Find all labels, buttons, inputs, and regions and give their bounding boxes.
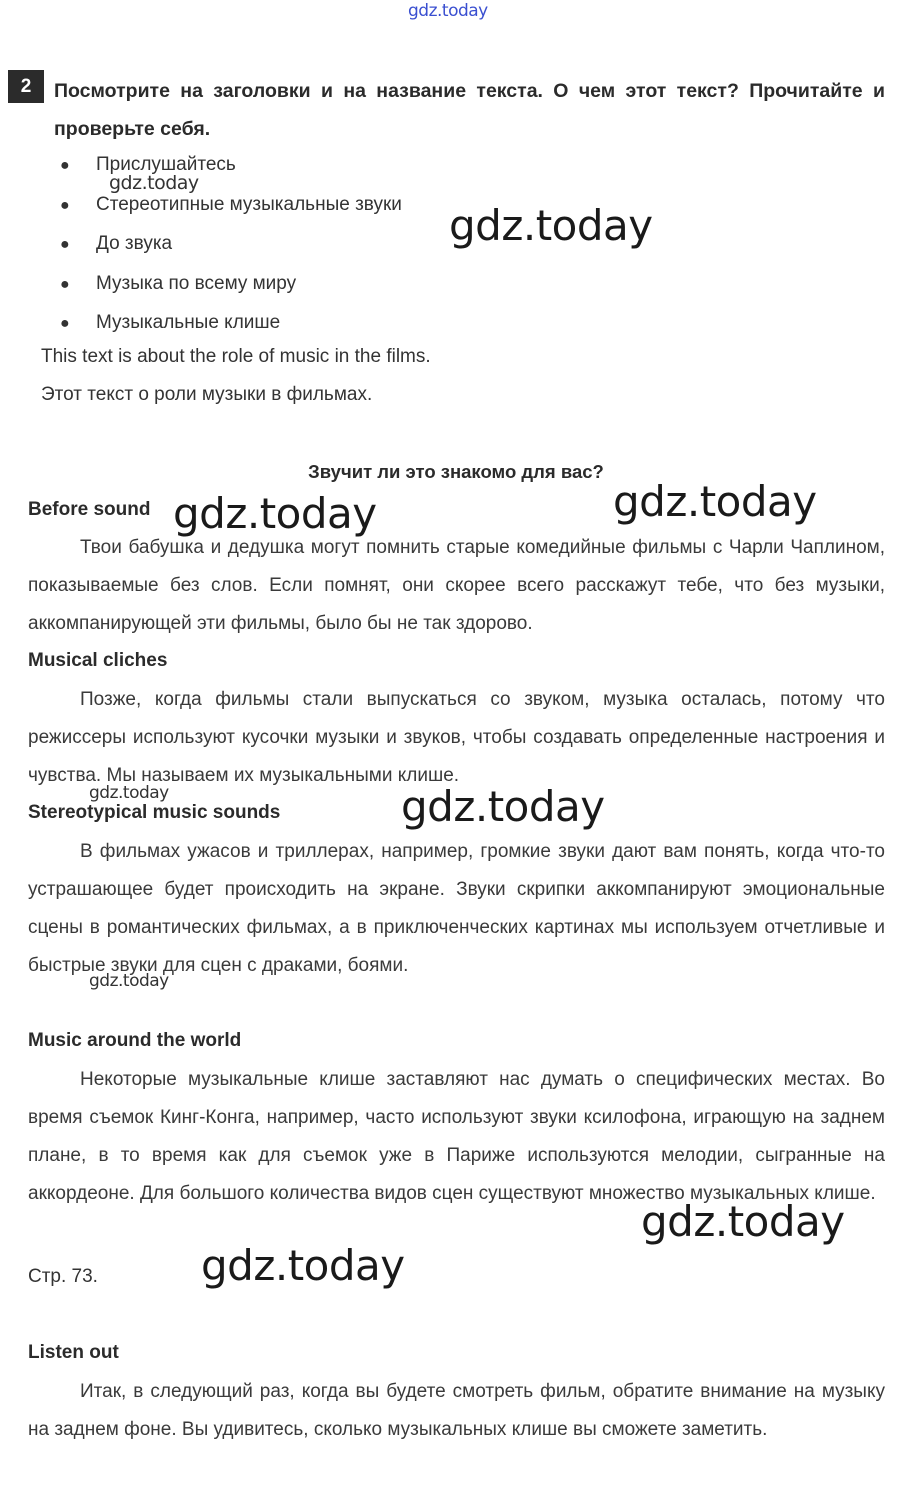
watermark: gdz.today	[613, 477, 817, 526]
section-heading-music-world: Music around the world	[28, 1030, 242, 1051]
section-text-before-sound: Твои бабушка и дедушка могут помнить старые комедийные фильмы с Чарли Чаплином, показываемые без слов. Если помнят, они скорее всего расскажут тебе, что без музыки, аккомпанирующей эти фильмы, было бы не так здорово.	[28, 537, 885, 634]
section-text-stereotypical: В фильмах ужасов и триллерах, например, громкие звуки дают вам понять, когда что-то устрашающее будет происходить на экране. Звуки скрипки аккомпанируют эмоциональные сцены в романтических фильмах, а в приключенческих картинах мы используем отчетливые и быстрые звуки для сцен с драками, боями.	[28, 841, 885, 976]
page-reference: Стр. 73.	[28, 1266, 98, 1287]
watermark: gdz.today	[401, 782, 605, 831]
task-instruction: Посмотрите на заголовки и на название текста. О чем этот текст? Прочитайте и проверьте себя.	[54, 80, 885, 140]
list-item: ● Музыкальные клише	[58, 303, 558, 343]
watermark: gdz.today	[641, 1197, 845, 1246]
bullet-icon: ●	[60, 236, 70, 253]
watermark: gdz.today	[109, 172, 199, 194]
bullet-icon: ●	[60, 196, 70, 214]
watermark: gdz.today	[89, 783, 169, 803]
bullet-icon: ●	[60, 315, 70, 332]
watermark: gdz.today	[201, 1241, 405, 1290]
task-number-badge: 2	[8, 70, 44, 103]
watermark: gdz.today	[89, 971, 169, 991]
section-heading-musical-cliches: Musical cliches	[28, 650, 168, 671]
list-item: ● До звука	[58, 224, 558, 264]
section-text-music-world: Некоторые музыкальные клише заставляют нас думать о специфических местах. Во время съемок Кинг-Конга, например, часто используют звуки ксилофона, играющую на заднем плане, в то время как для съемок уже в Париже используются мелодии, сыгранные на аккордеоне. Для большого количества видов сцен существуют множество музыкальных клише.	[28, 1069, 885, 1204]
list-item: ● Прислушайтесь	[58, 145, 558, 185]
section-heading-stereotypical: Stereotypical music sounds	[28, 802, 281, 823]
bullet-icon: ●	[60, 275, 70, 293]
answer-english: This text is about the role of music in the films.	[41, 346, 431, 367]
watermark: gdz.today	[173, 489, 377, 538]
section-heading-listen-out: Listen out	[28, 1342, 119, 1363]
watermark-top: gdz.today	[408, 1, 488, 21]
bullet-icon: ●	[60, 157, 70, 174]
section-text-musical-cliches: Позже, когда фильмы стали выпускаться со звуком, музыка осталась, потому что режиссеры используют кусочки музыки и звуков, чтобы создавать определенные настроения и чувства. Мы называем их музыкальными клише.	[28, 689, 885, 786]
section-heading-before-sound: Before sound	[28, 499, 151, 520]
answer-russian: Этот текст о роли музыки в фильмах.	[41, 384, 373, 405]
section-text-listen-out: Итак, в следующий раз, когда вы будете смотреть фильм, обратите внимание на музыку на заднем фоне. Вы удивитесь, сколько музыкальных клише вы сможете заметить.	[28, 1381, 885, 1440]
list-item: ● Музыка по всему миру	[58, 264, 558, 304]
watermark: gdz.today	[449, 201, 653, 250]
article-title: Звучит ли это знакомо для вас?	[308, 461, 604, 482]
list-item: ● Стереотипные музыкальные звуки	[58, 185, 558, 225]
